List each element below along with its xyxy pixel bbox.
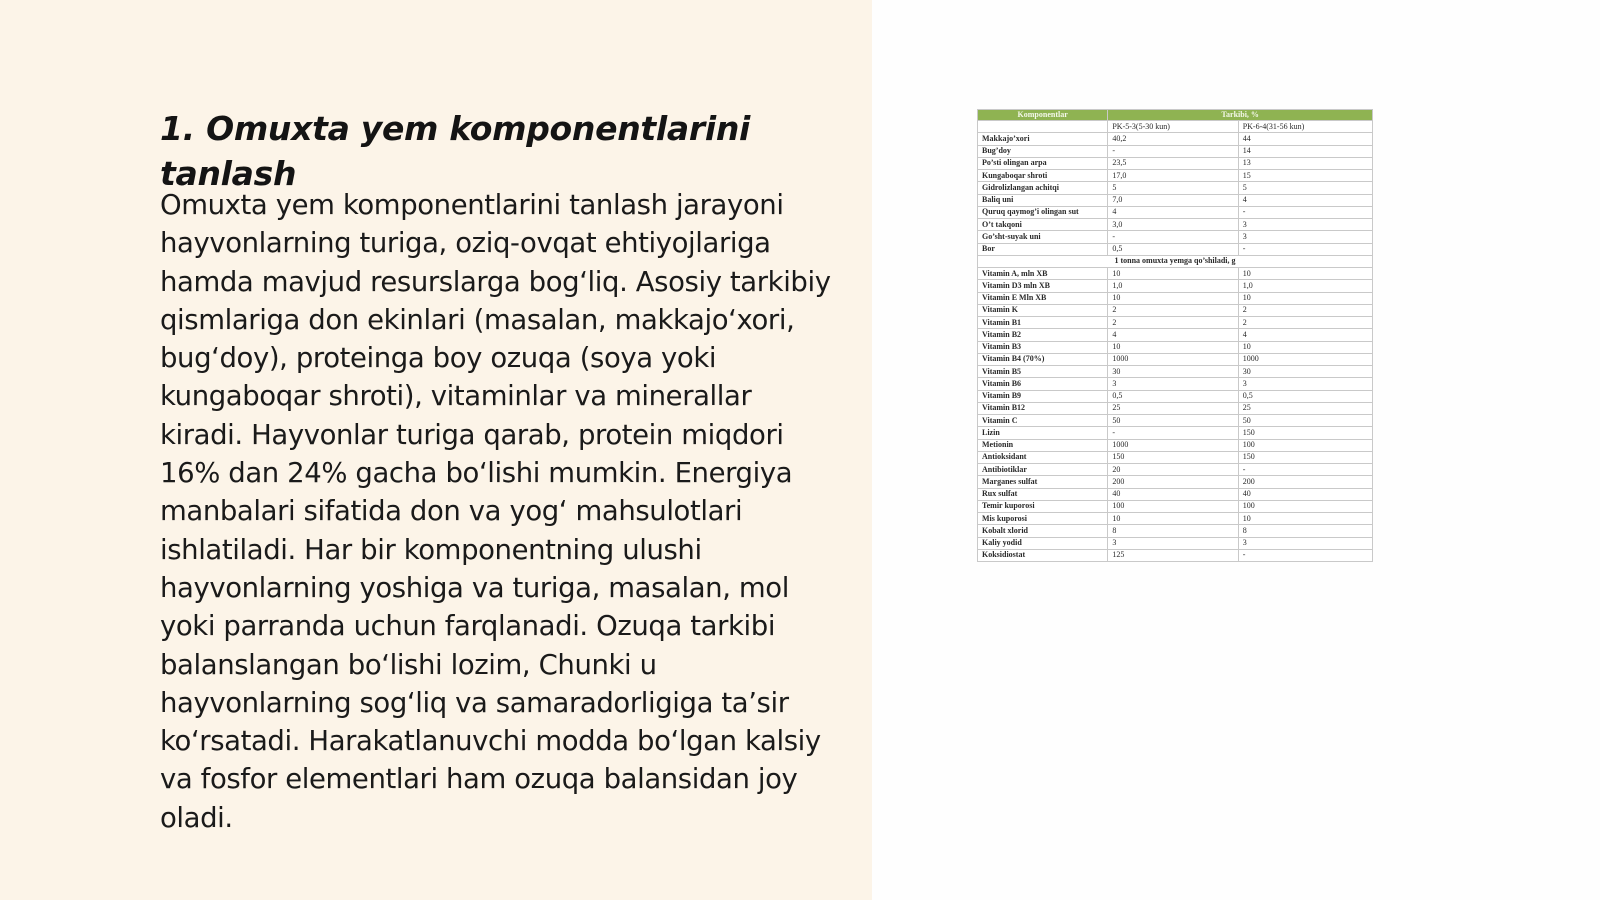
table-cell: Vitamin B9 [978, 390, 1108, 402]
table-cell: Antibiotiklar [978, 464, 1108, 476]
table-cell: 3 [1238, 537, 1372, 549]
table-row [978, 329, 1373, 341]
table-cell: Vitamin B6 [978, 378, 1108, 390]
table-cell: 8 [1238, 525, 1372, 537]
table-cell: 200 [1238, 476, 1372, 488]
table-cell: 3 [1238, 219, 1372, 231]
table-cell: Vitamin B12 [978, 402, 1108, 414]
table-cell: 0,5 [1108, 390, 1238, 402]
slide-title: 1. Omuxta yem komponentlarini tanlash [160, 109, 751, 193]
table-cell: Vitamin B2 [978, 329, 1108, 341]
table-row [978, 243, 1373, 255]
table-cell: 200 [1108, 476, 1238, 488]
table-row [978, 415, 1373, 427]
table-cell: 10 [1238, 513, 1372, 525]
table-cell: Lizin [978, 427, 1108, 439]
table-cell: 50 [1238, 415, 1372, 427]
table-row [978, 341, 1373, 353]
table-cell: 10 [1238, 292, 1372, 304]
table-row [978, 402, 1373, 414]
table-cell: 1000 [1108, 353, 1238, 365]
table-row [978, 145, 1373, 157]
table-cell: PK-6-4(31-56 kun) [1238, 121, 1372, 133]
table-row [978, 206, 1373, 218]
table-cell: 2 [1108, 304, 1238, 316]
table-row [978, 317, 1373, 329]
table-cell: 100 [1238, 500, 1372, 512]
table-row [978, 451, 1373, 463]
table-section-row [978, 255, 1373, 267]
table-header-row [978, 110, 1373, 121]
table-row [978, 439, 1373, 451]
table-row [978, 219, 1373, 231]
table-cell: - [1238, 243, 1372, 255]
table-cell: 0,5 [1238, 390, 1372, 402]
table-cell: 10 [1108, 268, 1238, 280]
table-row [978, 513, 1373, 525]
table-cell: Vitamin B4 (70%) [978, 353, 1108, 365]
table-row [978, 170, 1373, 182]
table-cell: 2 [1108, 317, 1238, 329]
table-cell: 23,5 [1108, 157, 1238, 169]
table-body [978, 121, 1373, 562]
table-cell: 17,0 [1108, 170, 1238, 182]
table-row [978, 549, 1373, 561]
table-cell: O’t takqoni [978, 219, 1108, 231]
table-cell: 100 [1108, 500, 1238, 512]
table-cell: Vitamin B3 [978, 341, 1108, 353]
table-cell: 15 [1238, 170, 1372, 182]
table-row [978, 537, 1373, 549]
table-cell: 8 [1108, 525, 1238, 537]
table-cell: 2 [1238, 317, 1372, 329]
table-cell: Po’sti olingan arpa [978, 157, 1108, 169]
table-cell: 10 [1238, 341, 1372, 353]
table-row [978, 194, 1373, 206]
table-cell: Go’sht-suyak uni [978, 231, 1108, 243]
table-cell: 100 [1238, 439, 1372, 451]
table-cell: - [1238, 464, 1372, 476]
table-cell: Koksidiostat [978, 549, 1108, 561]
table-cell: 1,0 [1238, 280, 1372, 292]
table-row [978, 427, 1373, 439]
table-cell: Kungaboqar shroti [978, 170, 1108, 182]
table-row [978, 157, 1373, 169]
table-row [978, 133, 1373, 145]
table-cell: 10 [1108, 513, 1238, 525]
table-cell: 150 [1238, 427, 1372, 439]
table-cell: 2 [1238, 304, 1372, 316]
table-cell: Gidrolizlangan achitqi [978, 182, 1108, 194]
table-cell: 20 [1108, 464, 1238, 476]
table-cell: 30 [1238, 366, 1372, 378]
table-cell: 25 [1238, 402, 1372, 414]
table-header-cell: Komponentlar [978, 110, 1108, 121]
table-cell: Temir kuporosi [978, 500, 1108, 512]
table-cell: 3 [1238, 231, 1372, 243]
table-cell: 0,5 [1108, 243, 1238, 255]
table-cell: PK-5-3(5-30 kun) [1108, 121, 1238, 133]
table-cell: 5 [1108, 182, 1238, 194]
table-cell: Vitamin B1 [978, 317, 1108, 329]
table-cell: 5 [1238, 182, 1372, 194]
table-cell: Bor [978, 243, 1108, 255]
table-cell: Rux sulfat [978, 488, 1108, 500]
table-cell: 4 [1238, 194, 1372, 206]
table-row [978, 525, 1373, 537]
table-cell: Bug’doy [978, 145, 1108, 157]
table-cell: 1000 [1108, 439, 1238, 451]
table-cell: 25 [1108, 402, 1238, 414]
table-cell: Quruq qaymog’i olingan sut [978, 206, 1108, 218]
table-row [978, 488, 1373, 500]
table-row [978, 464, 1373, 476]
table-cell: 44 [1238, 133, 1372, 145]
table-cell: Kaliy yodid [978, 537, 1108, 549]
table-row [978, 378, 1373, 390]
table-cell: 150 [1238, 451, 1372, 463]
table-cell: 40 [1238, 488, 1372, 500]
table-header-cell: Tarkibi, % [1108, 110, 1373, 121]
table-row [978, 304, 1373, 316]
table-cell: Kobalt xlorid [978, 525, 1108, 537]
table-cell: 150 [1108, 451, 1238, 463]
table-cell: 125 [1108, 549, 1238, 561]
table-cell: 4 [1108, 329, 1238, 341]
table-cell: 30 [1108, 366, 1238, 378]
table-cell [978, 121, 1108, 133]
table-row [978, 500, 1373, 512]
table-cell: Vitamin K [978, 304, 1108, 316]
table-cell: 4 [1238, 329, 1372, 341]
table-cell: 3 [1108, 537, 1238, 549]
table-cell: 40 [1108, 488, 1238, 500]
table-row [978, 182, 1373, 194]
table-cell: - [1238, 206, 1372, 218]
table-section-label: 1 tonna omuxta yemga qo’shiladi, g [978, 255, 1373, 267]
table-subheader-row [978, 121, 1373, 133]
table-cell: - [1108, 231, 1238, 243]
table-row [978, 476, 1373, 488]
table-cell: 40,2 [1108, 133, 1238, 145]
table-cell: Antioksidant [978, 451, 1108, 463]
table-cell: Metionin [978, 439, 1108, 451]
table-cell: Baliq uni [978, 194, 1108, 206]
table-cell: 10 [1108, 292, 1238, 304]
table-cell: 1000 [1238, 353, 1372, 365]
table-cell: - [1108, 427, 1238, 439]
table-cell: 3 [1238, 378, 1372, 390]
table-cell: 4 [1108, 206, 1238, 218]
table-cell: - [1108, 145, 1238, 157]
feed-composition-table-image [977, 109, 1373, 562]
table-cell: Marganes sulfat [978, 476, 1108, 488]
table-cell: - [1238, 549, 1372, 561]
table-cell: Vitamin A, mln XB [978, 268, 1108, 280]
feed-composition-table [977, 109, 1373, 562]
table-cell: Makkajo’xori [978, 133, 1108, 145]
table-row [978, 231, 1373, 243]
table-cell: Vitamin C [978, 415, 1108, 427]
table-row [978, 280, 1373, 292]
table-cell: Vitamin D3 mln XB [978, 280, 1108, 292]
table-cell: 50 [1108, 415, 1238, 427]
table-row [978, 268, 1373, 280]
table-cell: 10 [1108, 341, 1238, 353]
table-cell: Vitamin E Mln XB [978, 292, 1108, 304]
slide-body-text: Omuxta yem komponentlarini tanlash jarayoni hayvonlarning turiga, oziq-ovqat ehtiyojlariga hamda mavjud resurslarga bog‘liq. Asosiy tarkibiy qismlariga don ekinlari (masalan, makkajo‘xori, bug‘doy), proteinga boy ozuqa (soya yoki kungaboqar shroti), vitaminlar va minerallar kiradi. Hayvonlar turiga qarab, protein miqdori 16% dan 24% gacha bo‘lishi mumkin. Energiya manbalari sifatida don va yog‘ mahsulotlari ishlatiladi. Har bir komponentning ulushi hayvonlarning yoshiga va turiga, masalan, mol yoki parranda uchun farqlanadi. Ozuqa tarkibi balanslangan bo‘lishi lozim, Chunki u hayvonlarning sog‘liq va samaradorligiga ta’sir ko‘rsatadi. Harakatlanuvchi modda bo‘lgan kalsiy va fosfor elementlari ham ozuqa balansidan joy oladi. [160, 189, 831, 834]
table-row [978, 353, 1373, 365]
table-row [978, 366, 1373, 378]
table-cell: 10 [1238, 268, 1372, 280]
table-cell: 14 [1238, 145, 1372, 157]
table-cell: 3 [1108, 378, 1238, 390]
table-cell: Vitamin B5 [978, 366, 1108, 378]
table-cell: 13 [1238, 157, 1372, 169]
table-cell: 3,0 [1108, 219, 1238, 231]
table-cell: 7,0 [1108, 194, 1238, 206]
table-row [978, 390, 1373, 402]
table-row [978, 292, 1373, 304]
table-cell: 1,0 [1108, 280, 1238, 292]
table-cell: Mis kuporosi [978, 513, 1108, 525]
